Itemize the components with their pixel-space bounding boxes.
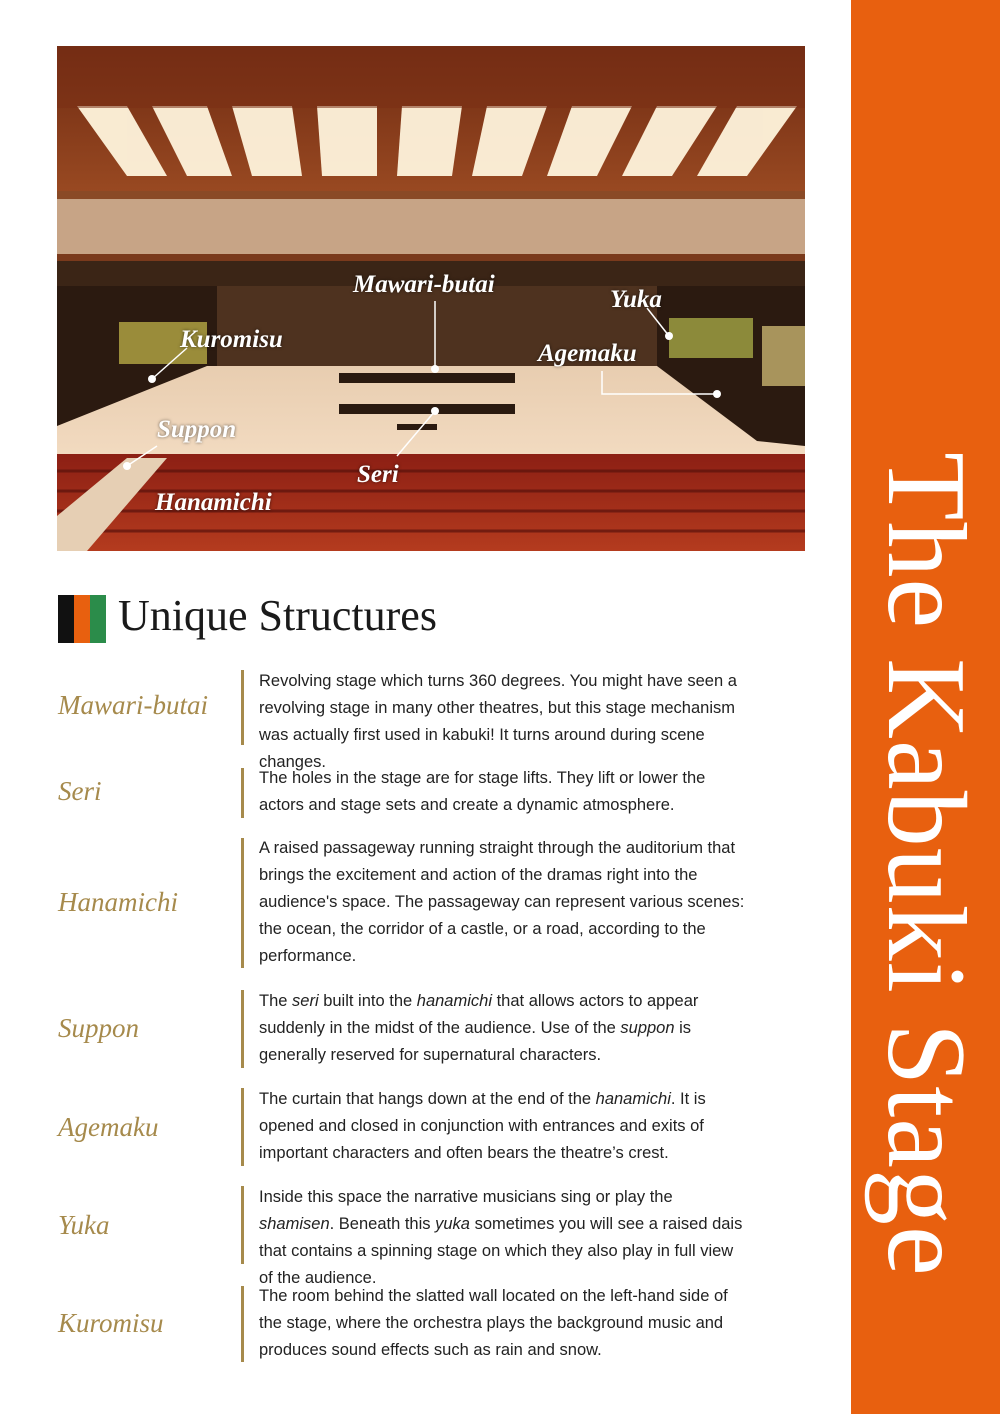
divider-bar <box>241 1186 244 1264</box>
description-text: that allows actors to appear suddenly in the midst of the audience. Use of the <box>259 992 699 1037</box>
divider-bar <box>241 1088 244 1166</box>
callout-kuromisu: Kuromisu <box>180 326 283 353</box>
description-text: sometimes you will see a raised dais that contains a spinning stage on which they also play in full view of the audience. <box>259 1215 743 1287</box>
term-description <box>259 988 751 1069</box>
term-description <box>259 668 751 776</box>
callout-suppon: Suppon <box>157 416 237 443</box>
term-description <box>259 765 751 819</box>
callout-yuka: Yuka <box>610 286 662 313</box>
italic-term: hanamichi <box>595 1090 671 1108</box>
description-text: Revolving stage which turns 360 degrees. You might have seen a revolving stage in many other theatres, but this stage mechanism was actually first used in kabuki! It turns around during scene changes. <box>259 672 737 771</box>
description-text: . It is opened and closed in conjunction with entrances and exits of important characters and often bears the theatre’s crest. <box>259 1090 706 1162</box>
heading-color-mark <box>58 595 106 643</box>
callout-mawari-butai: Mawari-butai <box>353 271 495 298</box>
description-text: . Beneath this <box>329 1215 436 1233</box>
side-title: The Kabuki Stage <box>864 452 988 1277</box>
side-band <box>851 0 1000 1414</box>
term-label: Suppon <box>58 1013 139 1043</box>
term-label: Mawari-butai <box>58 690 209 720</box>
divider-bar <box>241 838 244 968</box>
description-text: is generally reserved for supernatural characters. <box>259 1019 692 1064</box>
heading-mark-green <box>90 595 106 643</box>
divider-bar <box>241 768 244 818</box>
divider-bar <box>241 1286 244 1362</box>
term-description <box>259 1086 751 1167</box>
callout-hanamichi: Hanamichi <box>155 489 272 516</box>
italic-term: seri <box>292 992 319 1010</box>
term-label: Hanamichi <box>58 887 178 917</box>
callout-agemaku: Agemaku <box>538 340 637 367</box>
section-heading: Unique Structures <box>118 591 437 640</box>
term-label: Yuka <box>58 1210 110 1240</box>
italic-term: yuka <box>435 1215 470 1233</box>
divider-bar <box>241 990 244 1068</box>
italic-term: suppon <box>620 1019 675 1037</box>
description-text: Inside this space the narrative musicians sing or play the <box>259 1188 673 1206</box>
term-description <box>259 835 751 970</box>
heading-mark-orange <box>74 595 90 643</box>
term-description <box>259 1283 751 1364</box>
italic-term: shamisen <box>259 1215 330 1233</box>
description-text: The curtain that hangs down at the end of the <box>259 1090 596 1108</box>
stage-photo <box>57 46 805 551</box>
term-description <box>259 1184 751 1292</box>
description-text: built into the <box>318 992 417 1010</box>
description-text: The <box>259 992 293 1010</box>
description-text: A raised passageway running straight through the auditorium that brings the excitement and action of the dramas right into the audience's space. The passageway can represent various scenes: the ocean, the corridor of a castle, or a road, according to the performance. <box>259 839 745 965</box>
term-label: Seri <box>58 776 102 806</box>
heading-mark-black <box>58 595 74 643</box>
term-label: Agemaku <box>58 1112 159 1142</box>
description-text: The holes in the stage are for stage lifts. They lift or lower the actors and stage sets and create a dynamic atmosphere. <box>259 769 706 814</box>
term-label: Kuromisu <box>58 1308 164 1338</box>
callout-seri: Seri <box>357 461 399 488</box>
italic-term: hanamichi <box>416 992 492 1010</box>
description-text: The room behind the slatted wall located on the left-hand side of the stage, where the orchestra plays the background music and produces sound effects such as rain and snow. <box>259 1287 728 1359</box>
divider-bar <box>241 670 244 745</box>
